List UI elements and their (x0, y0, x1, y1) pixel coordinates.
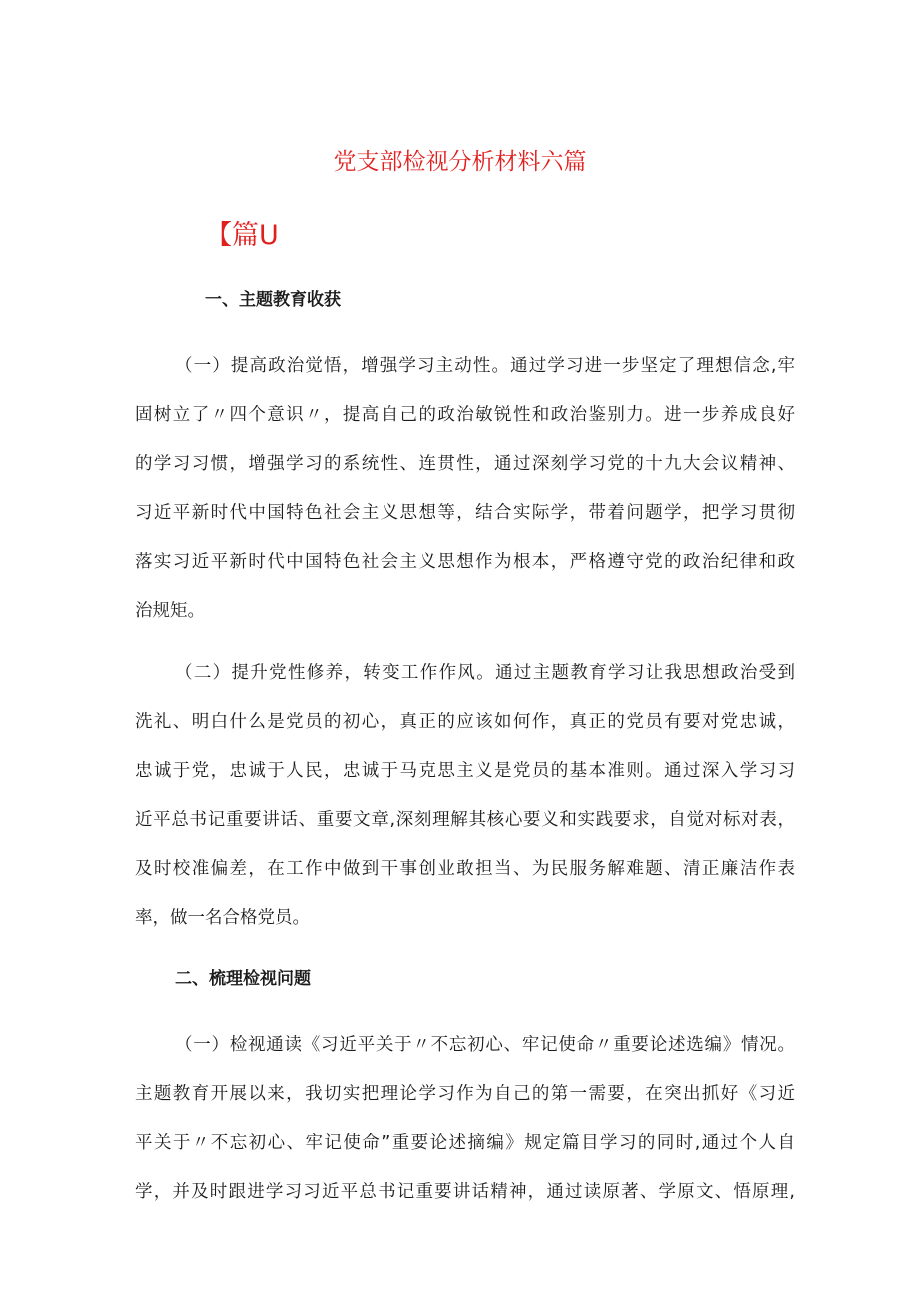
paragraph-line: 近平总书记重要讲话、重要文章,深刻理解其核心要义和实践要求，自觉对标对表， (135, 810, 795, 830)
paragraph-line: 治规矩。 (135, 601, 205, 621)
paragraph-line: 固树立了〃四个意识〃，提高自己的政治敏锐性和政治鉴别力。进一步养成良好 (135, 405, 795, 425)
paragraph-line: 平关于〃不忘初心、牢记使命”重要论述摘编》规定篇目学习的同时,通过个人自 (135, 1133, 795, 1153)
paragraph-line: 洗礼、明白什么是党员的初心，真正的应该如何作，真正的党员有要对党忠诚， (135, 712, 795, 732)
paragraph-line: （一）提高政治觉悟，增强学习主动性。通过学习进一步坚定了理想信念,牢 (175, 356, 795, 376)
paragraph (135, 649, 795, 943)
paragraph-line: 忠诚于党，忠诚于人民，忠诚于马克思主义是党员的基本准则。通过深入学习习 (135, 761, 795, 781)
paragraph-line: 及时校准偏差，在工作中做到干事创业敢担当、为民服务解难题、清正廉洁作表 (135, 859, 795, 879)
paragraph-line: 落实习近平新时代中国特色社会主义思想作为根本，严格遵守党的政治纪律和政 (135, 552, 795, 572)
paragraph (135, 342, 795, 636)
paragraph-line: 学，并及时跟进学习习近平总书记重要讲话精神，通过读原著、学原文、悟原理, (135, 1182, 795, 1202)
part-label: 【篇U (205, 220, 279, 251)
section-heading-problems: 二、梳理检视问题 (175, 969, 311, 989)
section-heading-harvest: 一、主题教育收获 (205, 290, 341, 310)
document-title: 党支部检视分析材料六篇 (333, 149, 587, 175)
paragraph-line: （一）检视通读《习近平关于〃不忘初心、牢记使命〃重要论述选编》情况。 (175, 1035, 795, 1055)
paragraph-line: 的学习习惯，增强学习的系统性、连贯性，通过深刻学习党的十九大会议精神、 (135, 454, 795, 474)
paragraph-line: （二）提升党性修养，转变工作作风。通过主题教育学习让我思想政治受到 (175, 663, 795, 683)
paragraph (135, 1021, 795, 1217)
paragraph-line: 习近平新时代中国特色社会主义思想等，结合实际学，带着问题学，把学习贯彻 (135, 503, 795, 523)
paragraph-line: 率，做一名合格党员。 (135, 908, 310, 928)
paragraph-line: 主题教育开展以来，我切实把理论学习作为自己的第一需要，在突出抓好《习近 (135, 1084, 795, 1104)
